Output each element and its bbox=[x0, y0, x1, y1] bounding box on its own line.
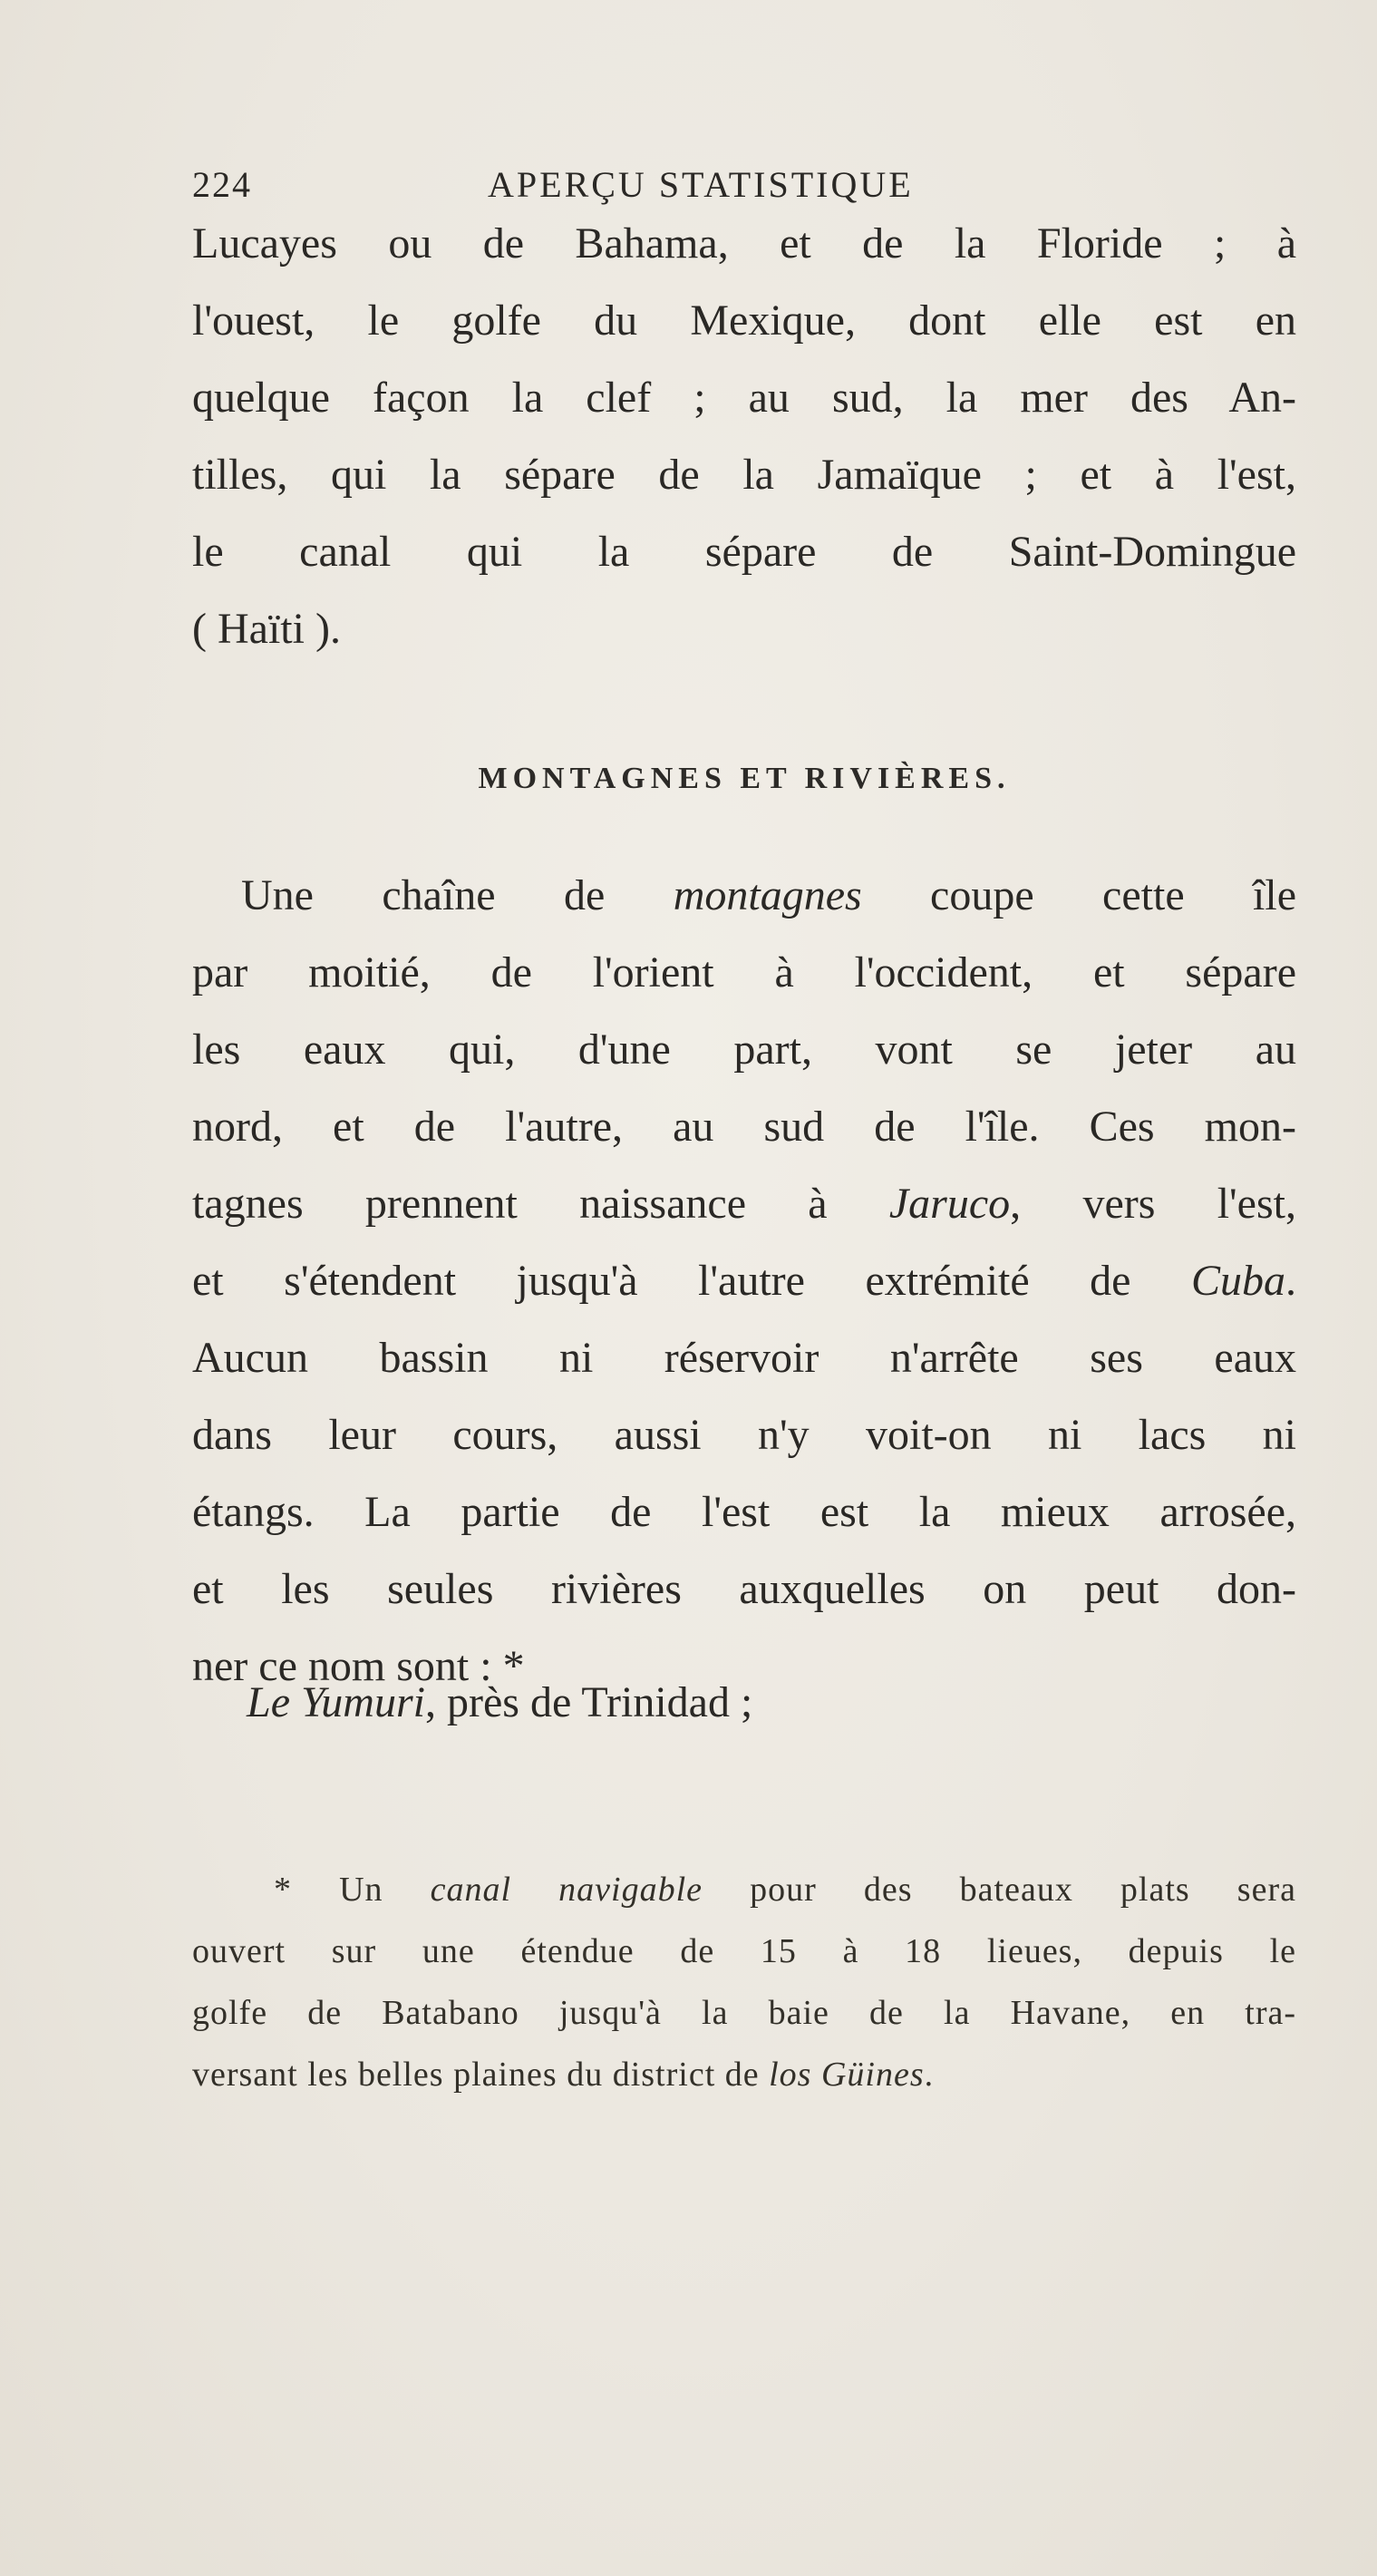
italic-term: canal navigable bbox=[430, 1871, 703, 1909]
running-title: APERÇU STATISTIQUE bbox=[488, 164, 914, 205]
text-line: Aucun bassin ni réservoir n'arrête ses eaux bbox=[192, 1334, 1296, 1382]
footnote-line: versant les belles plaines du district de los Güines. bbox=[192, 2056, 935, 2094]
text-line: Une chaîne de montagnes coupe cette île bbox=[241, 871, 1297, 919]
text-line: Le Yumuri, près de Trinidad ; bbox=[247, 1678, 753, 1726]
footnote-line: * Un canal navigable pour des bateaux plats sera bbox=[274, 1871, 1296, 1909]
italic-term: Le Yumuri bbox=[247, 1678, 425, 1726]
paragraph-1 bbox=[192, 205, 1296, 667]
text-line: l'ouest, le golfe du Mexique, dont elle est en bbox=[192, 296, 1296, 345]
text-line: étangs. La partie de l'est est la mieux arrosée, bbox=[192, 1488, 1296, 1536]
text-line: tagnes prennent naissance à Jaruco, vers l'est, bbox=[192, 1180, 1296, 1228]
section-heading: MONTAGNES ET RIVIÈRES. bbox=[478, 762, 1011, 795]
text-line: ner ce nom sont : * bbox=[192, 1642, 525, 1690]
text-line: Lucayes ou de Bahama, et de la Floride ; à bbox=[192, 219, 1296, 267]
footnote-line: golfe de Batabano jusqu'à la baie de la Havane, en tra- bbox=[192, 1994, 1296, 2032]
text-line: le canal qui la sépare de Saint-Domingue bbox=[192, 528, 1296, 576]
footnote-line: ouvert sur une étendue de 15 à 18 lieues, depuis le bbox=[192, 1932, 1296, 1970]
footnote bbox=[192, 1859, 1296, 2105]
paragraph-2 bbox=[192, 857, 1296, 1705]
text-line: et s'étendent jusqu'à l'autre extrémité de Cuba. bbox=[192, 1257, 1296, 1305]
text-line: les eaux qui, d'une part, vont se jeter au bbox=[192, 1026, 1296, 1074]
text-line: ( Haïti ). bbox=[192, 605, 341, 653]
text-line: et les seules rivières auxquelles on peut don- bbox=[192, 1565, 1296, 1613]
text-line: quelque façon la clef ; au sud, la mer des An- bbox=[192, 374, 1296, 422]
paragraph-3 bbox=[192, 1664, 752, 1741]
italic-term: montagnes bbox=[673, 871, 862, 919]
text-line: par moitié, de l'orient à l'occident, et sépare bbox=[192, 948, 1296, 996]
text-line: tilles, qui la sépare de la Jamaïque ; et à l'est, bbox=[192, 451, 1296, 499]
text-line: dans leur cours, aussi n'y voit-on ni lacs ni bbox=[192, 1411, 1296, 1459]
italic-term: Cuba bbox=[1190, 1257, 1285, 1305]
page-number: 224 bbox=[192, 164, 252, 205]
text-line: nord, et de l'autre, au sud de l'île. Ces mon- bbox=[192, 1103, 1296, 1151]
italic-term: Jaruco bbox=[888, 1180, 1011, 1228]
italic-term: los Güines bbox=[769, 2056, 925, 2094]
